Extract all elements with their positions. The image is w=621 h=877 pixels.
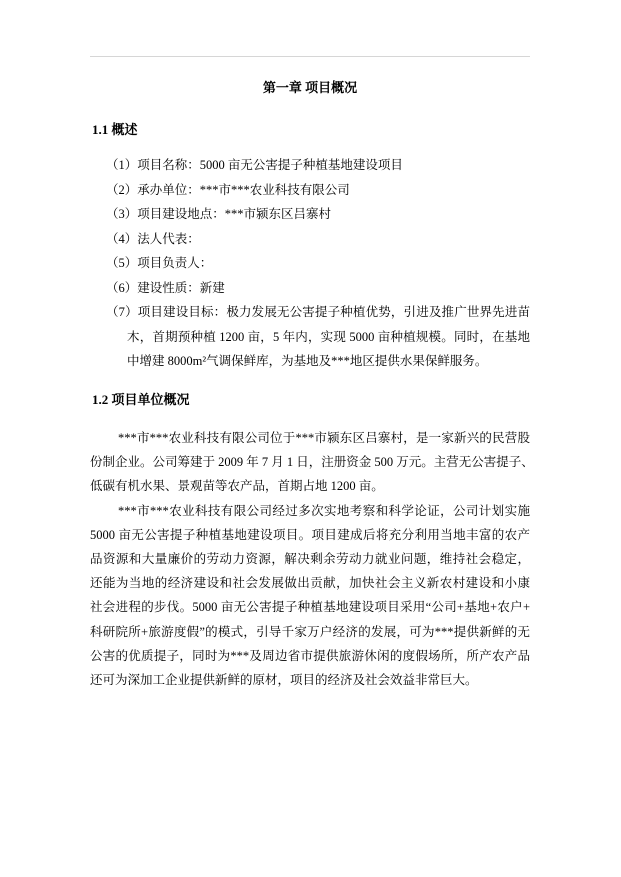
paragraph-line: 公害的优质提子，同时为***及周边省市提供旅游休闲的度假场所，所产农产品 [90,648,530,663]
project-overview-list [106,153,530,374]
paragraph-line: ***市***农业科技有限公司位于***市颍东区吕寨村，是一家新兴的民营股 [118,431,530,445]
paragraph [90,426,534,499]
paragraph [90,499,530,693]
header-rule [90,56,530,57]
section-heading-overview: 1.1 概述 [92,122,138,137]
list-item-construction-nature: （6）建设性质：新建 [106,280,225,295]
paragraph-line: 社会进程的步伐。5000 亩无公害提子种植基地建设项目采用“公司+基地+农户+ [90,600,530,615]
list-item-organizer: （2）承办单位：***市***农业科技有限公司 [106,182,350,197]
paragraph-line: 低碳有机水果、景观苗等农产品，首期占地 1200 亩。 [90,479,384,494]
paragraph-line: 品资源和大量廉价的劳动力资源，解决剩余劳动力就业问题，维持社会稳定， [90,551,530,566]
paragraph-line: 还能为当地的经济建设和社会发展做出贡献，加快社会主义新农村建设和小康 [90,576,530,591]
list-item-construction-goal-cont: 木，首期预种植 1200 亩，5 年内，实现 5000 亩种植规模。同时，在基地 [127,329,530,344]
paragraph-line: ***市***农业科技有限公司经过多次实地考察和科学论证，公司计划实施 [118,503,530,518]
paragraph-line: 还可为深加工企业提供新鲜的原材，项目的经济及社会效益非常巨大。 [90,672,478,687]
list-item-legal-representative: （4）法人代表： [106,231,200,246]
section-heading-company-overview: 1.2 项目单位概况 [92,392,190,407]
list-item-project-name: （1）项目名称：5000 亩无公害提子种植基地建设项目 [106,158,403,172]
paragraph-line: 5000 亩无公害提子种植基地建设项目。项目建成后将充分利用当地丰富的农产 [90,527,530,542]
list-item-location: （3）项目建设地点：***市颍东区吕寨村 [106,207,332,221]
list-item-construction-goal: （7）项目建设目标：极力发展无公害提子种植优势，引进及推广世界先进苗 [106,305,530,319]
paragraph-line: 科研院所+旅游度假”的模式，引导千家万户经济的发展，可为***提供新鲜的无 [90,624,530,639]
paragraph-line: 份制企业。公司筹建于 2009 年 7 月 1 日，注册资金 500 万元。主营无公害提子、 [90,455,534,470]
list-item-construction-goal-cont: 中增建 8000m²气调保鲜库，为基地及***地区提供水果保鲜服务。 [127,354,488,368]
chapter-title: 第一章 项目概况 [262,80,358,95]
company-overview-body [90,426,534,692]
list-item-project-leader: （5）项目负责人： [106,256,213,270]
